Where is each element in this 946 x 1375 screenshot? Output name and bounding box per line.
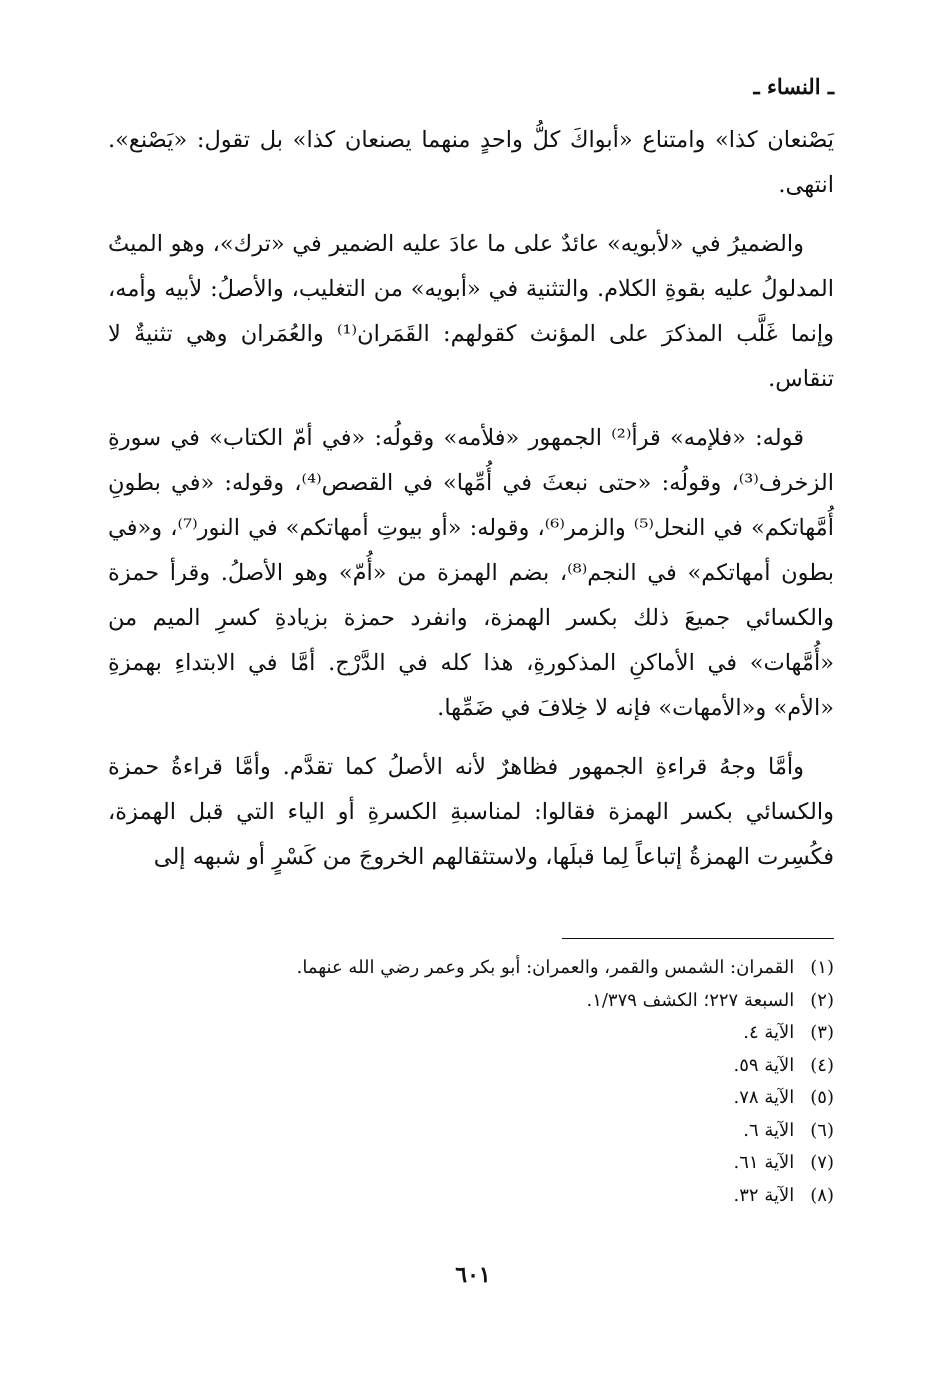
footnote-text: القمران: الشمس والقمر، والعمران: أبو بكر وعمر رضي الله عنهما. bbox=[296, 957, 795, 978]
footnote-number: (١) bbox=[810, 957, 834, 978]
footnote-number: (٣) bbox=[810, 1022, 834, 1043]
paragraph-2: والضميرُ في «لأبويه» عائدٌ على ما عادَ عليه الضمير في «ترك»، وهو الميتُ المدلولُ عليه بقوةِ الكلام. والتثنية في «أبويه» من التغليب، والأصلُ: لأبيه وأمه، وإنما غَلَّب المذكرَ على المؤنث كقولهم: القَمَران⁽¹⁾ والعُمَران وهي تثنيةٌ لا تنقاس. bbox=[108, 231, 834, 392]
footnote-number: (٨) bbox=[810, 1184, 834, 1206]
footnote-2 bbox=[108, 985, 834, 1018]
paragraph-3: قوله: «فلإمه» قرأ⁽²⁾ الجمهور «فلأمه» وقولُه: «في أمّ الكتاب» في سورةِ الزخرف⁽³⁾، وقولُه: «حتى نبعثَ في أُمِّها» في القصص⁽⁴⁾، وقوله: «في بطونِ أُمَّهاتكم» في النحل⁽⁵⁾ والزمر⁽⁶⁾، وقوله: «أو بيوتِ أمهاتكم» في النور⁽⁷⁾، و«في بطون أمهاتكم» في النجم⁽⁸⁾، بضم الهمزة من «أُمّ» وهو الأصلُ. وقرأ حمزة والكسائي جميعَ ذلك بكسر الهمزة، وانفرد حمزة بزيادةِ كسرِ الميم من «أُمَّهات» في الأماكنِ المذكورةِ، هذا كله في الدَّرْج. أمَّا في الابتداءِ بهمزةِ «الأم» و«الأمهات» فإنه لا خِلافَ في ضَمِّها. bbox=[108, 425, 834, 721]
paragraph-4: وأمَّا وجهُ قراءةِ الجمهور فظاهرٌ لأنه الأصلُ كما تقدَّم. وأمَّا قراءةُ حمزة والكسائي بكسر الهمزة فقالوا: لمناسبةِ الكسرةِ أو الياء التي قبل الهمزة، فكُسِرت الهمزةُ إتباعاً لِما قبلَها، ولاستثقالهم الخروجَ من كَسْرٍ أو شبهه إلى bbox=[108, 754, 834, 870]
footnote-separator bbox=[562, 938, 834, 939]
footnote-text: الآية ٣٢. bbox=[733, 1184, 795, 1206]
footnote-text: الآية ٦١. bbox=[733, 1152, 795, 1173]
footnote-text: الآية ٥٩. bbox=[733, 1054, 795, 1076]
footnote-5 bbox=[108, 1082, 834, 1115]
running-header: ـ النساء ـ bbox=[753, 74, 834, 99]
footnote-7 bbox=[108, 1147, 834, 1180]
footnote-6 bbox=[108, 1115, 834, 1148]
footnote-text: السبعة ٢٢٧؛ الكشف ١/٣٧٩. bbox=[586, 989, 795, 1011]
footnote-number: (٥) bbox=[810, 1087, 834, 1108]
footnote-number: (٦) bbox=[810, 1119, 834, 1141]
footnote-8 bbox=[108, 1180, 834, 1213]
footnote-text: الآية ٦. bbox=[743, 1119, 795, 1141]
footnote-text: الآية ٧٨. bbox=[733, 1087, 795, 1108]
footnote-number: (٤) bbox=[810, 1054, 834, 1076]
footnote-text: الآية ٤. bbox=[743, 1022, 795, 1043]
body-text bbox=[108, 118, 834, 894]
footnotes-list bbox=[108, 952, 834, 1212]
footnote-number: (٧) bbox=[810, 1152, 834, 1173]
footnote-1 bbox=[108, 952, 834, 985]
paragraph-1: يَصْنعان كذا» وامتناع «أبواكَ كلُّ واحدٍ منهما يصنعان كذا» بل تقول: «يَصْنع». انتهى. bbox=[108, 127, 834, 198]
page-number: ٦٠١ bbox=[455, 1262, 491, 1288]
footnote-number: (٢) bbox=[810, 989, 834, 1011]
footnote-4 bbox=[108, 1050, 834, 1083]
footnote-3 bbox=[108, 1017, 834, 1050]
